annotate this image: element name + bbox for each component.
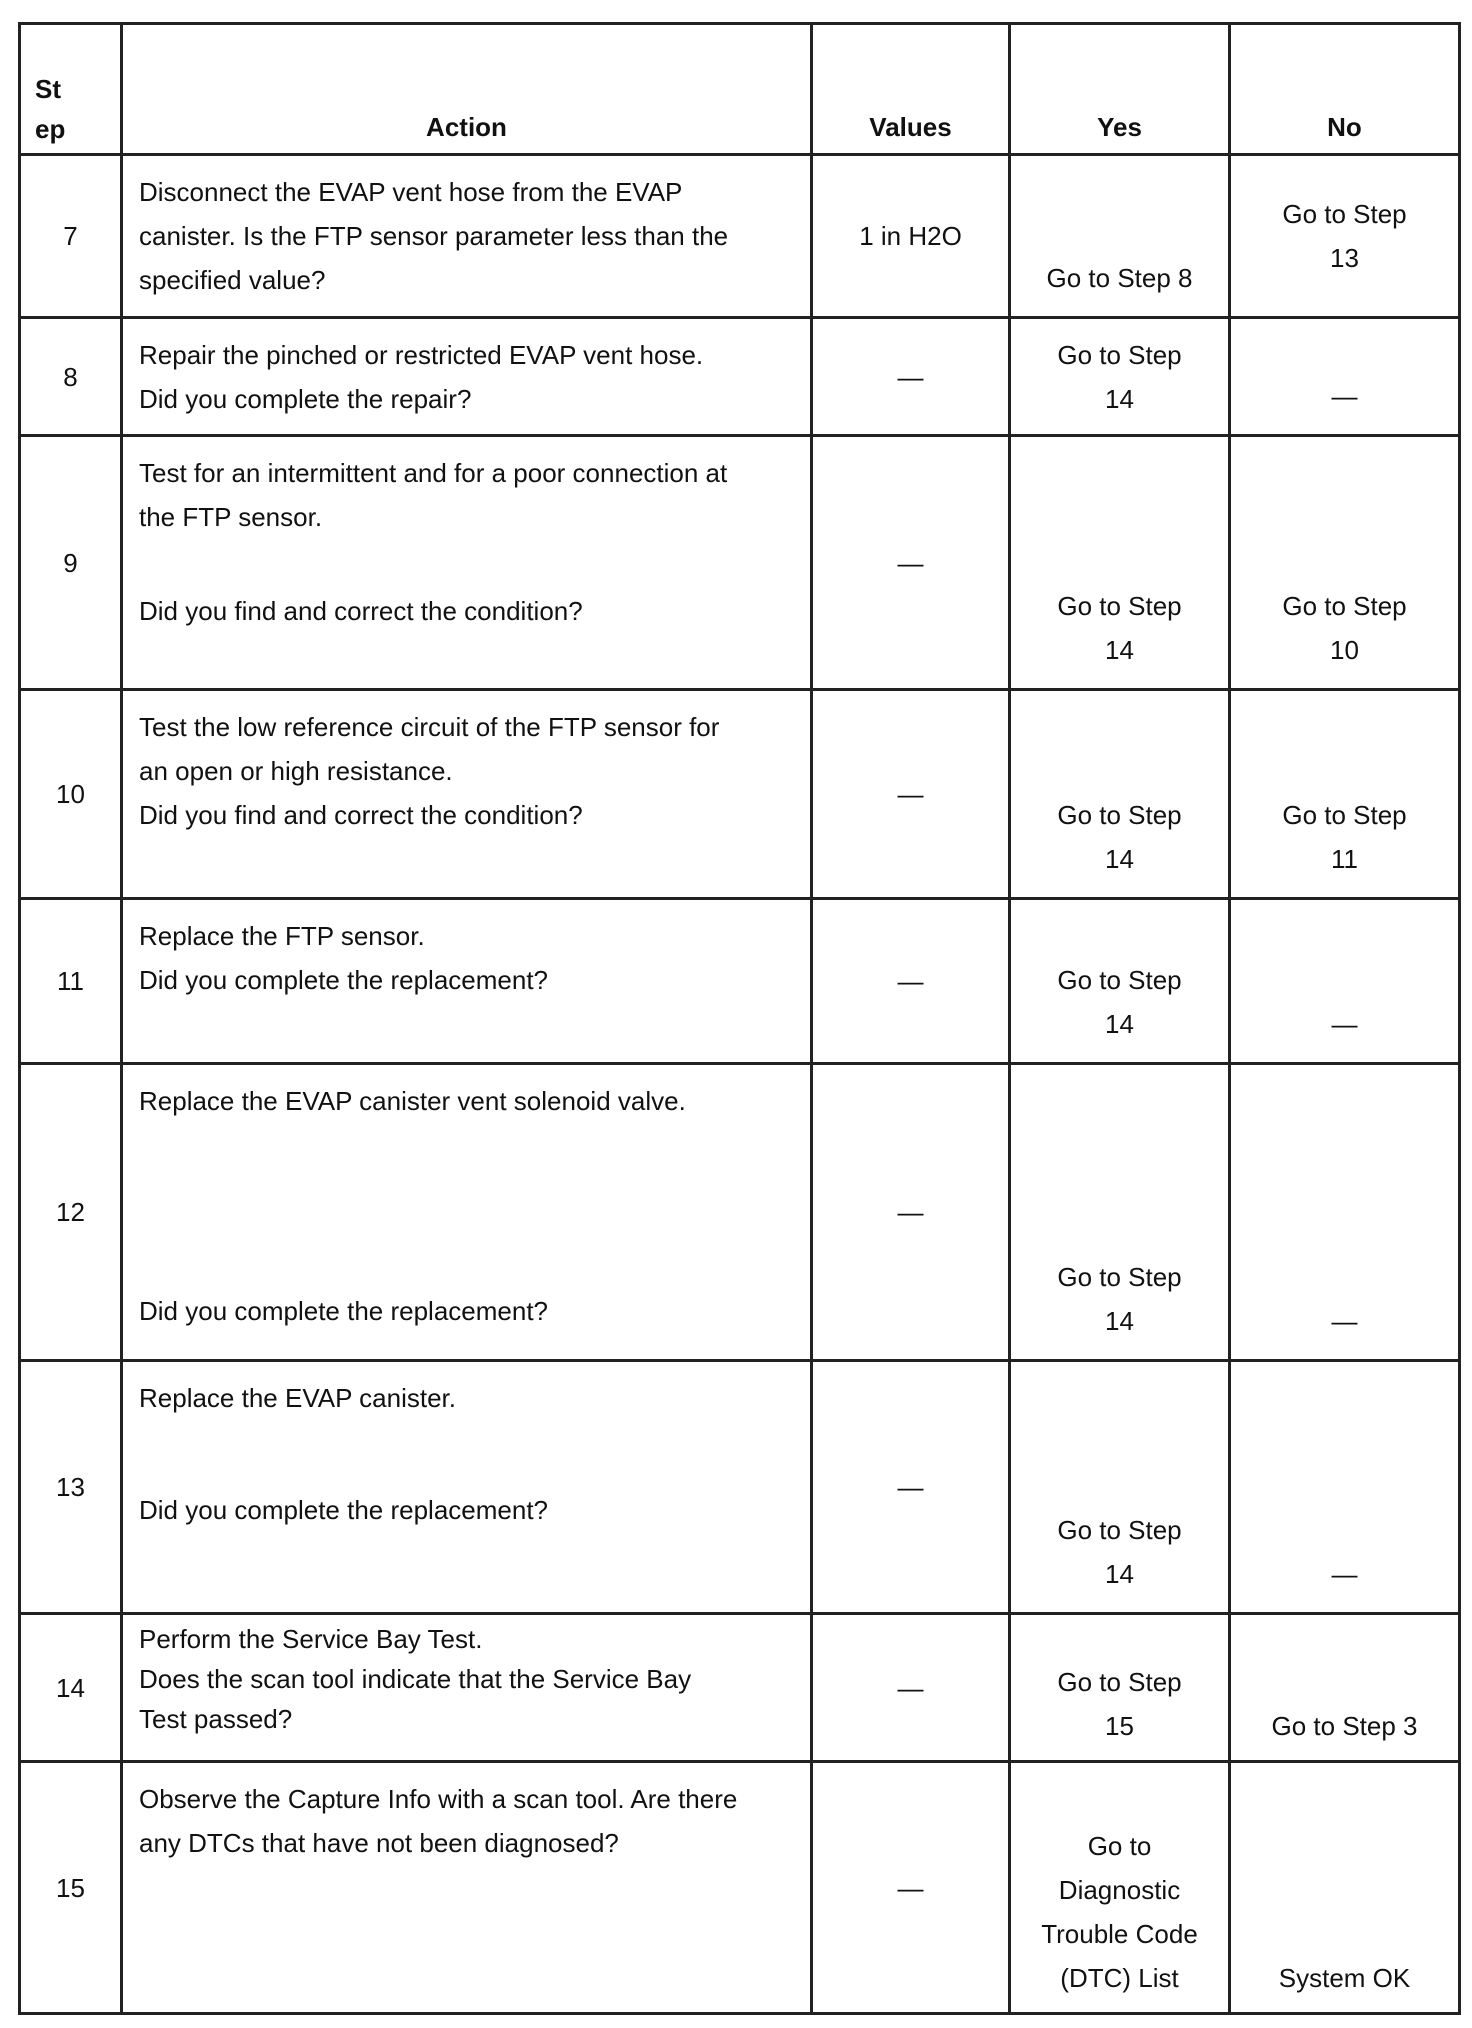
yes-cell: Go to Step 14: [1010, 690, 1230, 899]
values-cell: 1 in H2O: [812, 155, 1010, 318]
action-question: Did you find and correct the condition?: [139, 596, 583, 626]
values-cell: —: [812, 1614, 1010, 1762]
no-cell: —: [1230, 318, 1460, 436]
action-text: Disconnect the EVAP vent hose from the EVAP canister. Is the FTP sensor parameter less than the specified value?: [139, 177, 729, 295]
no-cell: Go to Step 10: [1230, 436, 1460, 690]
step-number: 8: [20, 318, 122, 436]
action-text: Test for an intermittent and for a poor connection at the FTP sensor.: [139, 458, 728, 532]
yes-cell: Go to Step 14: [1010, 899, 1230, 1064]
action-cell: [122, 318, 812, 436]
action-cell: [122, 1064, 812, 1361]
step-number: 9: [20, 436, 122, 690]
values-cell: —: [812, 899, 1010, 1064]
action-question: Did you complete the repair?: [139, 384, 472, 414]
header-no: No: [1230, 24, 1460, 155]
action-text: Replace the FTP sensor.: [139, 921, 425, 951]
step-number: 13: [20, 1361, 122, 1614]
diagnostic-table-sheet: [18, 22, 1458, 2015]
no-cell: —: [1230, 899, 1460, 1064]
step-number: 15: [20, 1762, 122, 2014]
values-cell: —: [812, 1762, 1010, 2014]
no-cell: System OK: [1230, 1762, 1460, 2014]
no-cell: Go to Step 3: [1230, 1614, 1460, 1762]
action-question: Does the scan tool indicate that the Service Bay Test passed?: [139, 1664, 692, 1734]
no-cell: —: [1230, 1361, 1460, 1614]
step-number: 11: [20, 899, 122, 1064]
action-cell: [122, 1762, 812, 2014]
action-text: Replace the EVAP canister.: [139, 1383, 457, 1413]
yes-cell: Go to Step 14: [1010, 436, 1230, 690]
step-number: 10: [20, 690, 122, 899]
header-row: [20, 24, 1460, 155]
values-cell: —: [812, 1064, 1010, 1361]
action-cell: [122, 1361, 812, 1614]
values-cell: —: [812, 436, 1010, 690]
yes-cell: Go to Step 8: [1010, 155, 1230, 318]
table-row-step-10: [20, 690, 1460, 899]
header-yes: Yes: [1010, 24, 1230, 155]
header-step: St ep: [20, 24, 122, 155]
yes-cell: Go to Step 14: [1010, 318, 1230, 436]
step-number: 7: [20, 155, 122, 318]
table-row-step-15: [20, 1762, 1460, 2014]
table-row-step-11: [20, 899, 1460, 1064]
action-question: Did you complete the replacement?: [139, 1296, 549, 1326]
yes-cell: Go to Step 14: [1010, 1064, 1230, 1361]
action-text: Repair the pinched or restricted EVAP vent hose.: [139, 340, 704, 370]
values-cell: —: [812, 1361, 1010, 1614]
action-cell: [122, 899, 812, 1064]
action-text: Perform the Service Bay Test.: [139, 1624, 483, 1654]
yes-cell: Go to Step 15: [1010, 1614, 1230, 1762]
action-question: Did you find and correct the condition?: [139, 800, 583, 830]
table-row-step-8: [20, 318, 1460, 436]
step-number: 14: [20, 1614, 122, 1762]
table-row-step-9: [20, 436, 1460, 690]
action-question: Did you complete the replacement?: [139, 1495, 549, 1525]
yes-cell: Go to Step 14: [1010, 1361, 1230, 1614]
diagnostic-table: [18, 22, 1461, 2015]
action-text: Replace the EVAP canister vent solenoid valve.: [139, 1086, 686, 1116]
action-text: Test the low reference circuit of the FTP sensor for an open or high resistance.: [139, 712, 720, 786]
step-number: 12: [20, 1064, 122, 1361]
table-row-step-14: [20, 1614, 1460, 1762]
values-cell: —: [812, 690, 1010, 899]
yes-cell: Go to Diagnostic Trouble Code (DTC) List: [1010, 1762, 1230, 2014]
no-cell: —: [1230, 1064, 1460, 1361]
action-question: Did you complete the replacement?: [139, 965, 549, 995]
no-cell: Go to Step 11: [1230, 690, 1460, 899]
table-row-step-12: [20, 1064, 1460, 1361]
table-row-step-7: [20, 155, 1460, 318]
values-cell: —: [812, 318, 1010, 436]
action-cell: [122, 690, 812, 899]
header-values: Values: [812, 24, 1010, 155]
action-cell: [122, 436, 812, 690]
no-cell: Go to Step 13: [1230, 155, 1460, 318]
header-action: Action: [122, 24, 812, 155]
action-cell: [122, 155, 812, 318]
table-row-step-13: [20, 1361, 1460, 1614]
action-cell: [122, 1614, 812, 1762]
action-text: Observe the Capture Info with a scan tool. Are there any DTCs that have not been diagnosed?: [139, 1784, 738, 1858]
